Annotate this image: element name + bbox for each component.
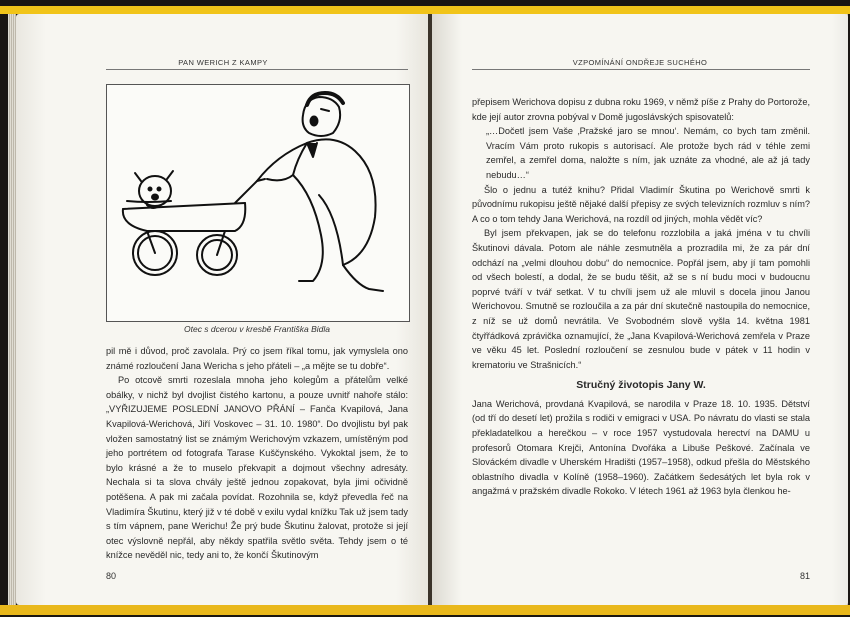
header-rule-right — [472, 69, 810, 70]
cartoon-drawing — [107, 85, 409, 321]
cover-edge-bottom — [0, 605, 850, 615]
paragraph: Byl jsem překvapen, jak se do telefonu rozzlobila a jaká jména v tu chvíli Škutinovi dávala. Potom ale náhle zesmutněla a prozradila mi, že za pár dní odchází na „velmi dlouhou dobu“ do nemocnice. Popřál jsem, aby jí tam pomohli od všech bolestí, a dodal, že se budu těšit, až se s ní budu moci v budoucnu poprvé tváří v tvář setkat. V tu chvíli jsem už ale mluvil s docela jinou Janou Werichovou. Smutně se rozloučila a za pár dní skutečně nastoupila do nemocnice, z níž se už domů nevrátila. Ve Svobodném slově vyšla 14. května 1981 čtyřřádková zprávička oznamující, že „Jana Kvapilová-Werichová zemřela v Praze ve věku 45 let. Poslední rozloučení se zesnulou bude v pátek v 11 hodin v krematoriu ve Strašnicích.“ — [472, 228, 810, 370]
paragraph: přepisem Werichova dopisu z dubna roku 1969, v němž píše z Prahy do Portorože, kde její autor zrovna pobýval v Domě jugoslávských spisovatelů: — [472, 97, 810, 122]
right-body-text — [472, 95, 810, 499]
paragraph: Šlo o jednu a tutéž knihu? Přidal Vladimír Škutina po Werichově smrti k původnímu rukopisu ještě nějaké další přepisy ze svých televizních rozmluv s ním? A co o tom tehdy Jana Werichová, na rozdíl od jiných, mohla vědět víc? — [472, 184, 810, 224]
page-stack-left — [8, 14, 16, 605]
cover-edge-top — [0, 6, 850, 14]
paragraph: Po otcově smrti rozeslala mnoha jeho kolegům a přátelům velké obálky, v nichž byl dvojlist čistého kartonu, a pouze uvnitř nahoře stálo: „VYŘIZUJEME POSLEDNÍ JANOVO PŘÁNÍ – Fanča Kvapilová, Jana Kvapilová-Werichová, Jiří Voskovec – 31. 10. 1980“. Do dvojlistu byl pak vložen samostatný list se známým Werichovým vzkazem, umístěným pod jeho portrétem od fotografa Tarase Kuščynského. Vykoktal jsem, že to bylo krásné a že to muselo překvapit a dojmout všechny adresáty. Nechala si ta slova chvály ještě jednou zopakovat, byla jimi očividně potěšena. A pak mi začala povídat. Rozohnila se, když převedla řeč na Vladimíra Škutinu, který již v té době v exilu vydal knížku Tak už jsem tady s tím vápnem, pane Werichu! Že prý bude Škutinu žalovat, protože si její otec výslovně nepřál, aby někdy spatřila světlo světa. Tehdy jsem o té knížce nevěděl nic, tedy ani to, že končí Škutinovým — [106, 375, 408, 561]
header-rule-left — [106, 69, 408, 70]
page-number-left: 80 — [106, 571, 117, 581]
illustration-frame — [106, 84, 410, 322]
letter-quote: „…Dočetl jsem Vaše ‚Pražské jaro se mnou‘. Nemám, co bych tam změnil. Vracím Vám proto rukopis s autorisací. Ale protože bych rád v téhle zemi zemřel, a zemřel doma, naložte s ním, jak uznáte za vhodné, ale až já tady nebudu…“ — [486, 126, 810, 180]
running-head-right: VZPOMÍNÁNÍ ONDŘEJE SUCHÉHO — [572, 58, 708, 67]
left-page — [16, 14, 430, 605]
page-number-right: 81 — [799, 571, 810, 581]
left-body-text — [106, 344, 408, 563]
running-head-left: PAN WERICH Z KAMPY — [178, 58, 268, 67]
paragraph: Jana Werichová, provdaná Kvapilová, se narodila v Praze 18. 10. 1935. Dětství (od tří do desetí let) prožila s rodiči v emigraci v USA. Po návratu do vlasti se stala překladatelkou a herečkou – v roce 1957 vystudovala herectví na DAMU u profesorů Otomara Krejči, Antonína Dvořáka a Libuše Peškové. Začínala ve Slováckém divadle v Uherském Hradišti (1957–1958), odkud přešla do Městského oblastního divadla v Kolíně (1958–1960). Začátkem šedesátých let byla rok v angažmá v pražském divadle Rokoko. V létech 1961 až 1963 byla členkou he- — [472, 398, 810, 497]
paragraph: pil mě i důvod, proč zavolala. Prý co jsem říkal tomu, jak vymyslela ono známé rozloučení Jana Wericha s jeho přáteli – „a mějte se tu dobře“. — [106, 346, 408, 371]
section-title: Stručný životopis Jany W. — [576, 379, 706, 392]
right-page — [432, 14, 848, 605]
figure-caption: Otec s dcerou v kresbě Františka Bidla — [184, 324, 330, 334]
